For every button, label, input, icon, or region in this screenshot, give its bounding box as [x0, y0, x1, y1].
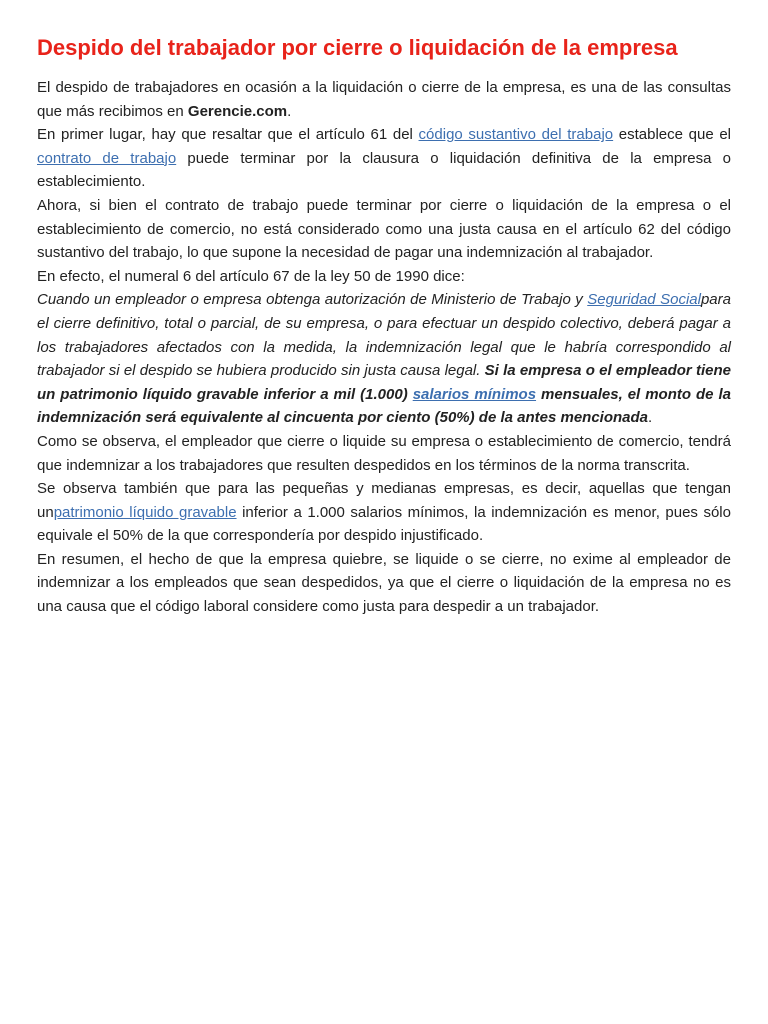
link-patrimonio-liquido[interactable]: patrimonio líquido gravable	[53, 503, 237, 521]
quote-bold-2: mensuales, el monto de la indemnización será equivalente al cincuenta por ciento (50%) de la antes mencionada	[37, 385, 731, 427]
paragraph-justa-causa: Ahora, si bien el contrato de trabajo puede terminar por cierre o liquidación de la empresa o el establecimiento de comercio, no está considerado como una justa causa en el artículo 62 del código sustantivo del trabajo, lo que supone la necesidad de pagar una indemnización al trabajador.	[37, 196, 731, 262]
link-codigo-sustantivo[interactable]: código sustantivo del trabajo	[418, 126, 614, 144]
intro-end: .	[287, 102, 292, 120]
p6-text-1: Se observa también que para las pequeñas y medianas empresas, es decir, aquellas que tengan un	[37, 480, 731, 521]
link-salarios-minimos[interactable]: salarios mínimos	[412, 385, 537, 403]
legal-quote	[37, 288, 731, 430]
paragraph-ley-50: En efecto, el numeral 6 del artículo 67 de la ley 50 de 1990 dice:	[37, 267, 465, 285]
p2-text-2: establece que el	[613, 126, 731, 144]
intro-text: El despido de trabajadores en ocasión a la liquidación o cierre de la empresa, es una de las consultas que más recibimos en	[37, 79, 731, 120]
quote-text-2: para el cierre definitivo, total o parcial, de su empresa, o para efectuar un despido colectivo, deberá pagar a los trabajadores afectados con la medida, la indemnización legal que le habría correspondido al trabajador si el despido se hubiera producido sin justa causa legal.	[37, 291, 731, 380]
document-page	[37, 34, 731, 619]
quote-end: .	[648, 409, 653, 427]
quote-text-1: Cuando un empleador o empresa obtenga autorización de Ministerio de Trabajo y	[37, 291, 588, 309]
quote-bold-1: Si la empresa o el empleador tiene un patrimonio líquido gravable inferior a mil (1.000)	[37, 362, 731, 403]
paragraph-observa: Como se observa, el empleador que cierre o liquide su empresa o establecimiento de comercio, tendrá que indemnizar a los trabajadores que resulten despedidos en los términos de la norma transcrita.	[37, 432, 731, 474]
paragraph-intro	[37, 76, 731, 123]
paragraph-resumen: En resumen, el hecho de que la empresa quiebre, se liquide o se cierre, no exime al empleador de indemnizar a los empleados que sean despedidos, ya que el cierre o liquidación de la empresa no es una causa que el código laboral considere como justa para despedir a un trabajador.	[37, 550, 731, 616]
paragraph-pymes	[37, 477, 731, 548]
link-contrato-trabajo[interactable]: contrato de trabajo	[37, 149, 177, 167]
article-title: Despido del trabajador por cierre o liquidación de la empresa	[37, 35, 678, 60]
link-seguridad-social[interactable]: Seguridad Social	[587, 291, 701, 309]
p2-text-3: puede terminar por la clausura o liquidación definitiva de la empresa o establecimiento.	[37, 149, 731, 191]
p2-text-1: En primer lugar, hay que resaltar que el artículo 61 del	[37, 126, 419, 144]
site-name: Gerencie.com	[187, 102, 288, 120]
paragraph-article-61	[37, 123, 731, 194]
p6-text-2: inferior a 1.000 salarios mínimos, la indemnización es menor, pues sólo equivale el 50% de la que correspondería por despido injustificado.	[37, 503, 731, 545]
